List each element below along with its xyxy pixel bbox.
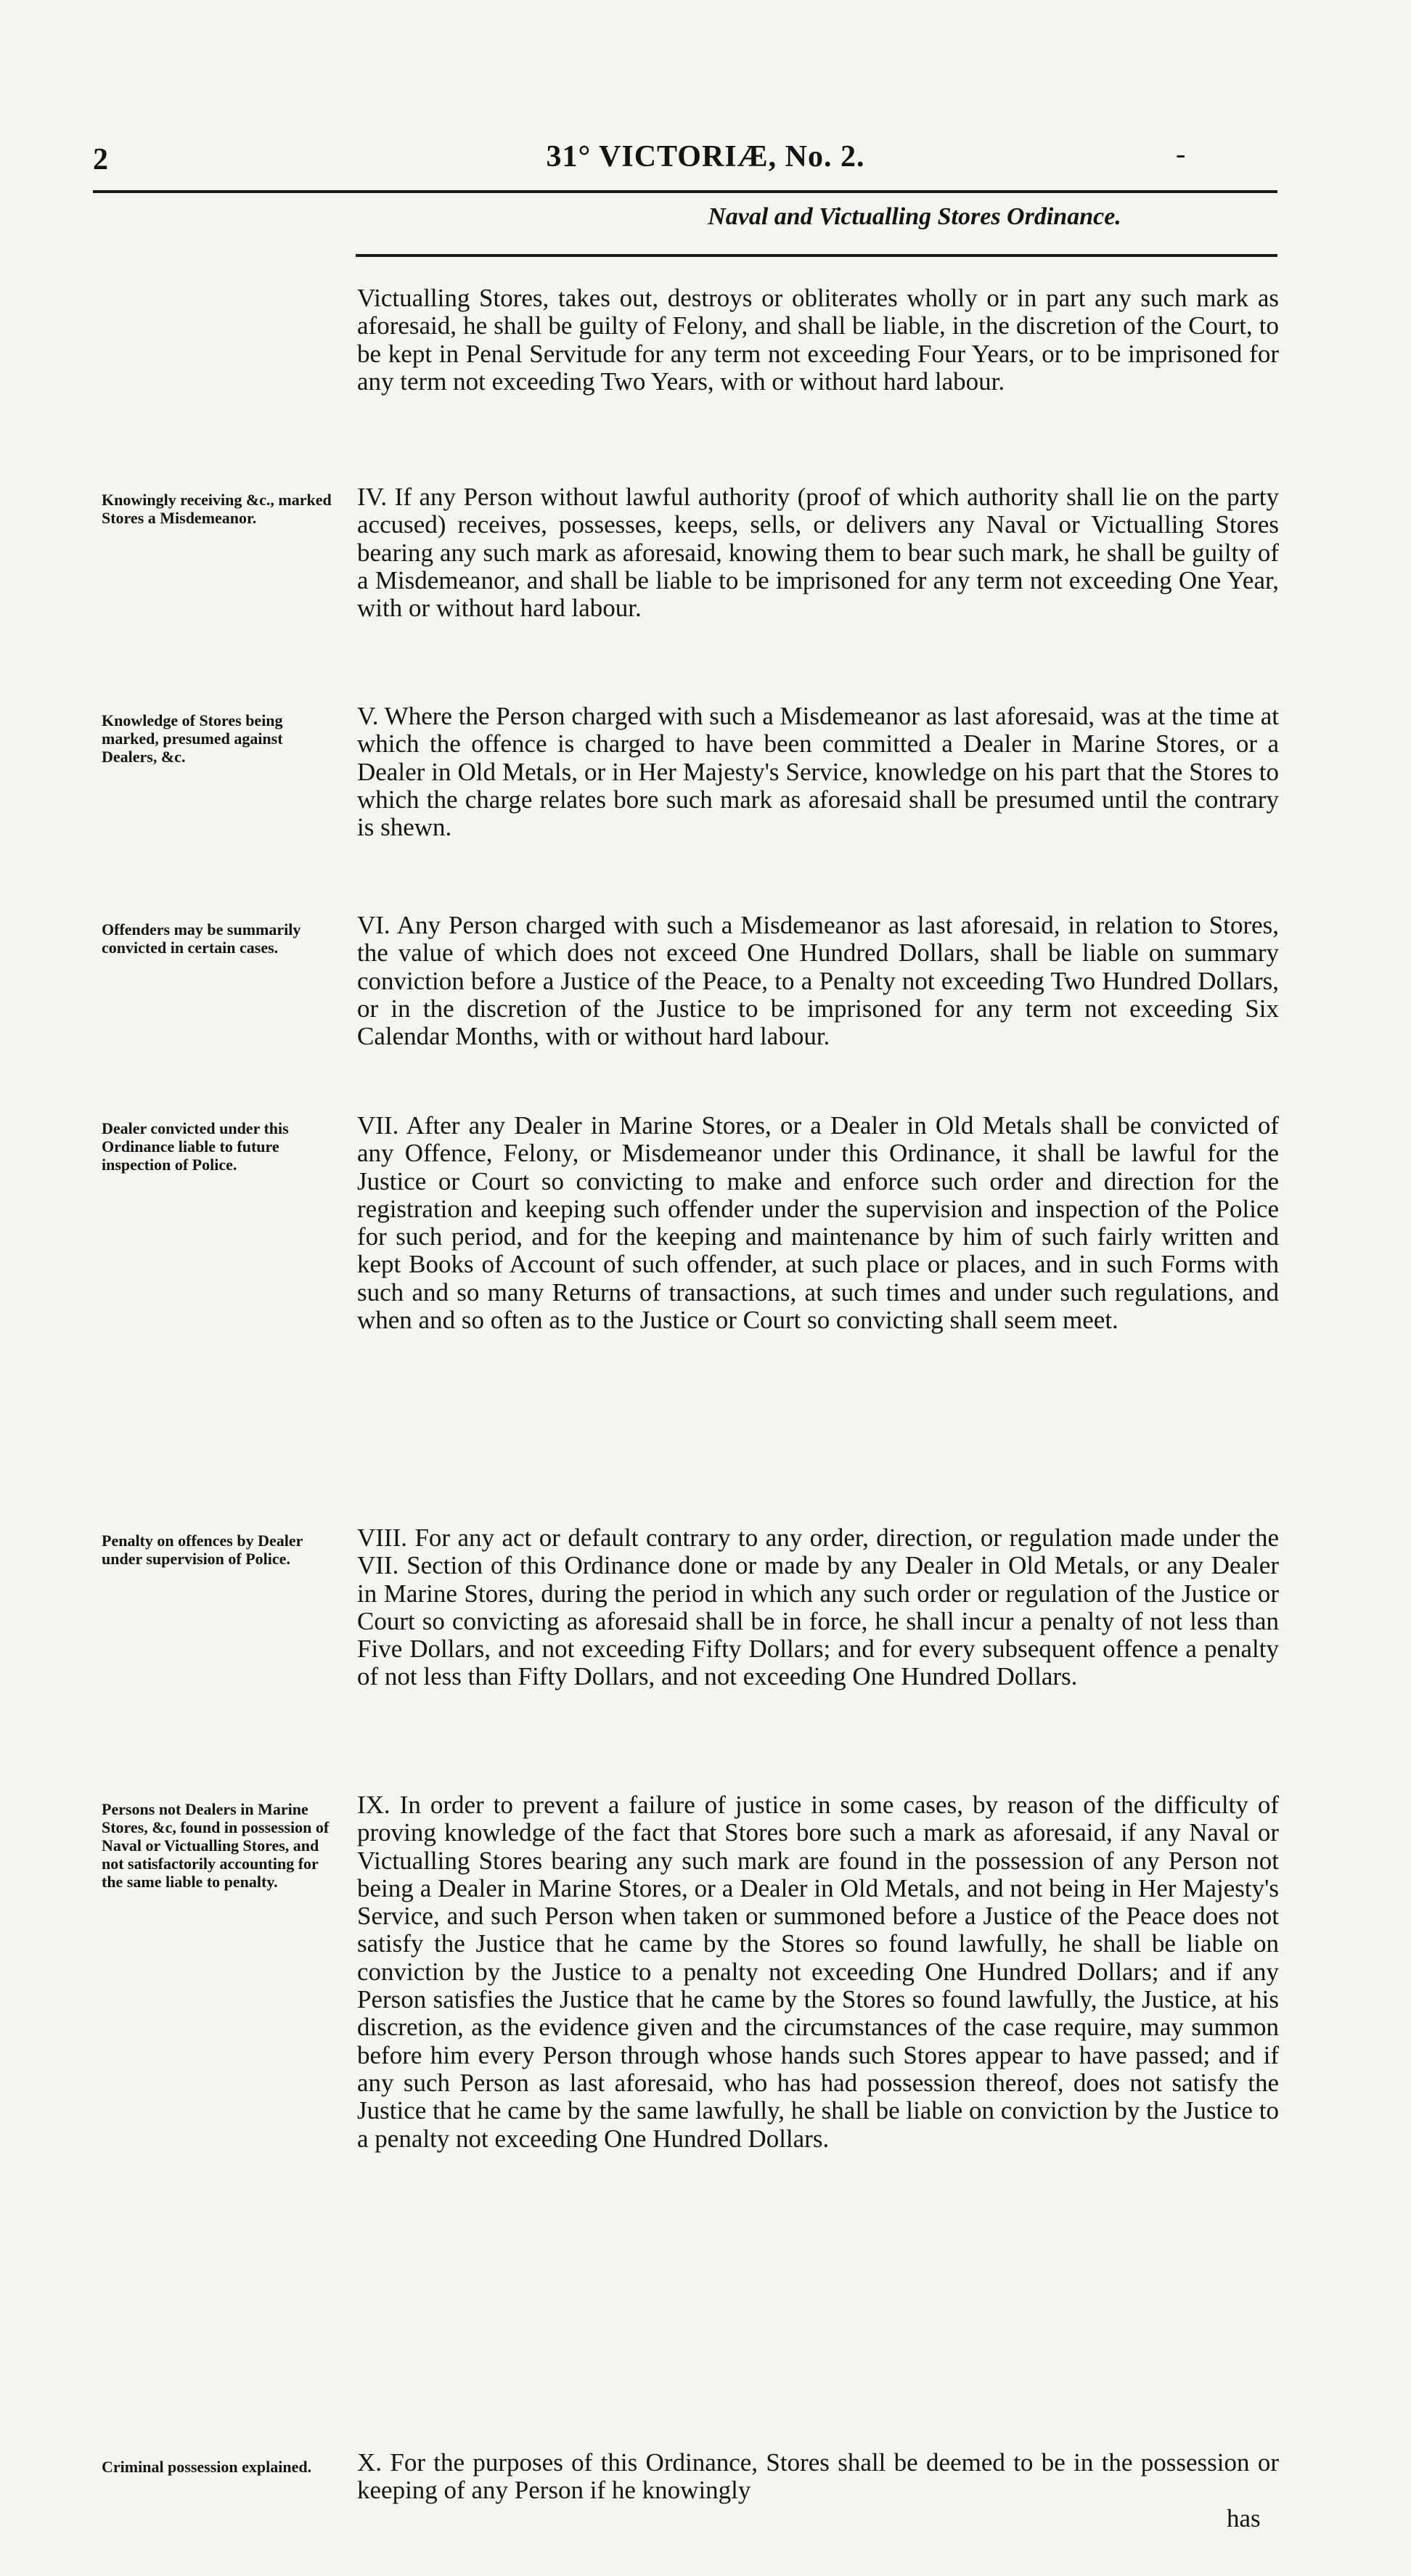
- section-5-text: V. Where the Person charged with such a Misdemeanor as last aforesaid, was at the time at which the offence is charged to have been committed a Dealer in Marine Stores, or a Dealer in Old Metals, or in Her Majesty's Service, knowledge on his part that the Stores to which the charge relates bore such mark as aforesaid shall be presumed until the contrary is shewn.: [357, 702, 1279, 842]
- running-title: 31° VICTORIÆ, No. 2.: [546, 140, 865, 173]
- margin-note-section-4: Knowingly receiving &c., marked Stores a Misdemeanor.: [102, 491, 332, 527]
- margin-note-section-10: Criminal possession explained.: [102, 2458, 312, 2476]
- margin-note-section-7: Dealer convicted under this Ordinance liable to future inspection of Police.: [102, 1119, 289, 1174]
- page-number: 2: [93, 143, 108, 176]
- margin-note-section-8: Penalty on offences by Dealer under supervision of Police.: [102, 1532, 303, 1568]
- header-rule: [93, 190, 1277, 193]
- margin-note-section-6: Offenders may be summarily convicted in certain cases.: [102, 920, 301, 957]
- section-6-text: VI. Any Person charged with such a Misdemeanor as last aforesaid, in relation to Stores, the value of which does not exceed One Hundred Dollars, shall be liable on summary conviction before a Justice of the Peace, to a Penalty not exceeding Two Hundred Dollars, or in the discretion of the Justice to be imprisoned for any term not exceeding Six Calendar Months, with or without hard labour.: [357, 911, 1279, 1051]
- catchword: has: [1227, 2504, 1261, 2532]
- section-7-text: VII. After any Dealer in Marine Stores, or a Dealer in Old Metals shall be convicted of any Offence, Felony, or Misdemeanor under this Ordinance, it shall be lawful for the Justice or Court so convicting to make and enforce such order and direction for the registration and keeping such offender under the supervision and inspection of the Police for such period, and for the keeping and maintenance by him of such fairly written and kept Books of Account of such offender, at such place or places, and in such Forms with such and so many Returns of transactions, at such times and under such regulations, and when and so often as to the Justice or Court so convicting shall seem meet.: [357, 1111, 1279, 1335]
- margin-note-section-5: Knowledge of Stores being marked, presumed against Dealers, &c.: [102, 711, 283, 766]
- section-9-text: IX. In order to prevent a failure of justice in some cases, by reason of the difficulty of proving knowledge of the fact that Stores bore such a mark as aforesaid, if any Naval or Victualling Stores bearing any such mark are found in the possession of any Person not being a Dealer in Marine Stores, or a Dealer in Old Metals, and not being in Her Majesty's Service, and such Person when taken or summoned before a Justice of the Peace does not satisfy the Justice that he came by the Stores so found lawfully, he shall be liable on conviction by the Justice to a penalty not exceeding One Hundred Dollars; and if any Person satisfies the Justice that he came by the Stores so found lawfully, the Justice, at his discretion, as the evidence given and the circumstances of the case require, may summon before him every Person through whose hands such Stores appear to have passed; and if any such Person as last aforesaid, who has had possession thereof, does not satisfy the Justice that he came by the same lawfully, he shall be liable on conviction by the Justice to a penalty not exceeding One Hundred Dollars.: [357, 1791, 1279, 2153]
- margin-note-section-9: Persons not Dealers in Marine Stores, &c, found in possession of Naval or Victualling Stores, and not satisfactorily accounting for the same liable to penalty.: [102, 1800, 330, 1891]
- section-4-text: IV. If any Person without lawful authority (proof of which authority shall lie on the party accused) receives, possesses, keeps, sells, or delivers any Naval or Victualling Stores bearing any such mark as aforesaid, knowing them to bear such mark, he shall be guilty of a Misdemeanor, and shall be liable to be imprisoned for any term not exceeding One Year, with or without hard labour.: [357, 483, 1279, 623]
- subtitle-rule: [356, 254, 1277, 257]
- section-8-text: VIII. For any act or default contrary to any order, direction, or regulation made under the VII. Section of this Ordinance done or made by any Dealer in Old Metals, or any Dealer in Marine Stores, during the period in which any such order or regulation of the Justice or Court so convicting as aforesaid shall be in force, he shall incur a penalty of not less than Five Dollars, and not exceeding Fifty Dollars; and for every subsequent offence a penalty of not less than Fifty Dollars, and not exceeding One Hundred Dollars.: [357, 1524, 1279, 1691]
- ordinance-subtitle: Naval and Victualling Stores Ordinance.: [708, 203, 1121, 230]
- intro-paragraph: Victualling Stores, takes out, destroys or obliterates wholly or in part any such mark as aforesaid, he shall be guilty of Felony, and shall be liable, in the discretion of the Court, to be kept in Penal Servitude for any term not exceeding Four Years, or to be imprisoned for any term not exceeding Two Years, with or without hard labour.: [357, 284, 1279, 396]
- section-10-text: X. For the purposes of this Ordinance, Stores shall be deemed to be in the possession or keeping of any Person if he knowingly: [357, 2448, 1279, 2505]
- dash-mark: -: [1176, 137, 1186, 170]
